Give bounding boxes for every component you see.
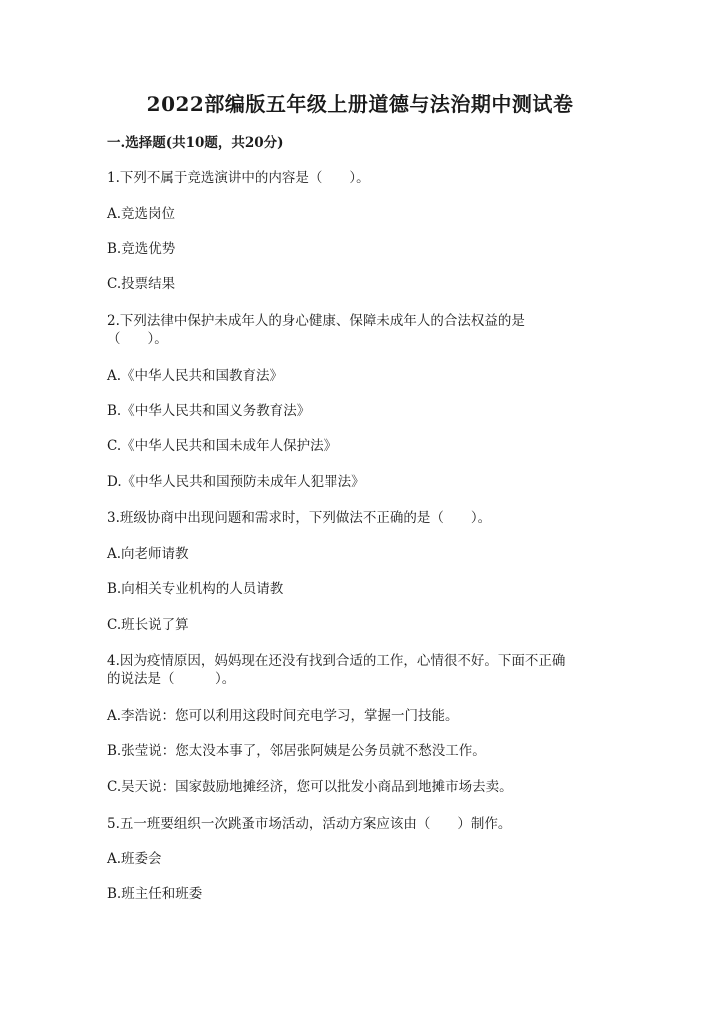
question-2-option-c: C.《中华人民共和国未成年人保护法》 bbox=[107, 438, 338, 454]
question-1-option-c: C.投票结果 bbox=[107, 276, 176, 292]
question-2-option-d: D.《中华人民共和国预防未成年人犯罪法》 bbox=[107, 474, 365, 490]
question-2-option-a: A.《中华人民共和国教育法》 bbox=[107, 368, 284, 384]
question-5-option-b: B.班主任和班委 bbox=[107, 886, 203, 902]
question-1-option-b: B.竞选优势 bbox=[107, 241, 176, 257]
question-4-option-b: B.张莹说：您太没本事了，邻居张阿姨是公务员就不愁没工作。 bbox=[107, 743, 486, 759]
page-title: 2022部编版五年级上册道德与法治期中测试卷 bbox=[146, 92, 574, 116]
question-2-option-b: B.《中华人民共和国义务教育法》 bbox=[107, 403, 311, 419]
question-1-option-a: A.竞选岗位 bbox=[107, 206, 176, 222]
question-2-stem: 2.下列法律中保护未成年人的身心健康、保障未成年人的合法权益的是 bbox=[107, 313, 525, 329]
question-4-stem-cont: 的说法是（ ）。 bbox=[107, 671, 236, 687]
question-5-option-a: A.班委会 bbox=[107, 851, 162, 867]
question-2-stem-cont: （ ）。 bbox=[107, 331, 168, 347]
section-heading: 一.选择题(共10题，共20分) bbox=[107, 135, 284, 151]
question-4-option-c: C.吴天说：国家鼓励地摊经济，您可以批发小商品到地摊市场去卖。 bbox=[107, 779, 513, 795]
question-4-stem: 4.因为疫情原因，妈妈现在还没有找到合适的工作，心情很不好。下面不正确 bbox=[107, 653, 566, 669]
question-3-option-b: B.向相关专业机构的人员请教 bbox=[107, 581, 284, 597]
question-5-stem: 5.五一班要组织一次跳蚤市场活动，活动方案应该由（ ）制作。 bbox=[107, 816, 512, 832]
question-3-option-a: A.向老师请教 bbox=[107, 546, 189, 562]
question-4-option-a: A.李浩说：您可以利用这段时间充电学习，掌握一门技能。 bbox=[107, 708, 459, 724]
question-1-stem: 1.下列不属于竞选演讲中的内容是（ ）。 bbox=[107, 170, 370, 186]
question-3-option-c: C.班长说了算 bbox=[107, 617, 189, 633]
question-3-stem: 3.班级协商中出现问题和需求时，下列做法不正确的是（ ）。 bbox=[107, 510, 492, 526]
